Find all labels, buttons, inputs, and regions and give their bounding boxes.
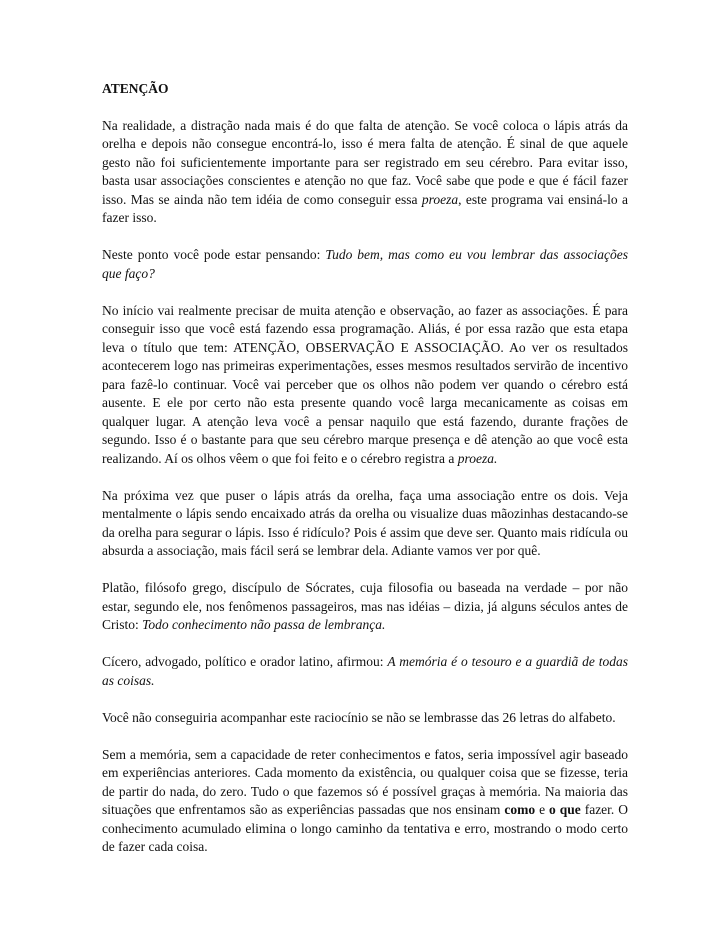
paragraph-text: fazer. O conhecimento acumulado elimina o longo caminho da tentativa e erro, mostrando o modo certo de fazer cada coisa. [102,802,628,854]
document-title: ATENÇÃO [102,81,169,96]
paragraph-plato [102,579,628,635]
paragraph-pencil-association: Na próxima vez que puser o lápis atrás da orelha, faça uma associação entre os dois. Veja mentalmente o lápis sendo encaixado atrás da orelha ou visualize duas mãozinhas destacando-se da orelha para segurar o lápis. Isso é ridículo? Pois é assim que deve ser. Quanto mais ridícula ou absurda a associação, mais fácil será se lembrar dela. Adiante vamos ver por quê. [102,487,628,558]
bold-term: o que [549,802,581,817]
paragraph-text: No início vai realmente precisar de muita atenção e observação, ao fazer as associações. É para conseguir isso que você está fazendo essa programação. Aliás, é por essa razão que esta etapa leva o título que tem: ATENÇÃO, OBSERVAÇÃO E ASSOCIAÇÃO. Ao ver os resultados acontecerem logo nas primeiras experimentações, esses mesmos resultados servirão de incentivo para fazê-lo continuar. Você vai perceber que os olhos não podem ver quando o cérebro está ausente. E ele por certo não esta presente quando você larga mecanicamente as coisas em qualquer lugar. A atenção leva você a pensar naquilo que está fazendo, durante frações de segundo. Isso é o bastante para que seu cérebro marque presença e dê atenção ao que você esta realizando. Aí os olhos vêem o que foi feito e o cérebro registra a [102,302,628,466]
paragraph-memory [102,746,628,857]
paragraph-distraction [102,117,628,228]
paragraph-attention-observation [102,302,628,469]
paragraph-text: Na realidade, a distração nada mais é do que falta de atenção. Se você coloca o lápis atrás da orelha e depois não consegue encontrá-lo, isso é mera falta de atenção. É sinal de que aquele gesto não foi suficientemente importante para ser registrado em seu cérebro. Para evitar isso, basta usar associações conscientes e atenção no que faz. Você sabe que pode e que é fácil fazer isso. Mas se ainda não tem idéia de como conseguir essa [102,117,628,207]
paragraph-thinking [102,246,628,283]
bold-term: como [504,802,536,817]
italic-term: proeza. [457,450,498,466]
italic-term: proeza [421,191,459,207]
paragraph-text: Cícero, advogado, político e orador latino, afirmou: [102,654,388,669]
paragraph-text: Platão, filósofo grego, discípulo de Sócrates, cuja filosofia ou baseada na verdade – por não estar, segundo ele, nos fenômenos passageiros, mas nas idéias – dizia, já alguns séculos antes de Cristo: [102,580,628,632]
paragraph-text: Neste ponto você pode estar pensando: [102,247,326,262]
document-page [102,80,628,875]
paragraph-text: e [535,802,550,817]
paragraph-alphabet: Você não conseguiria acompanhar este raciocínio se não se lembrasse das 26 letras do alfabeto. [102,709,616,725]
paragraph-cicero [102,653,628,690]
italic-quote: A memória é o tesouro e a guardiã de todas as coisas. [102,654,628,688]
paragraph-text: , este programa vai ensiná-lo a fazer isso. [102,191,628,225]
paragraph-text: Sem a memória, sem a capacidade de reter conhecimentos e fatos, seria impossível agir baseado em experiências anteriores. Cada momento da existência, ou qualquer coisa que se fizesse, teria de partir do nada, do zero. Tudo o que fazemos só é possível graças à memória. Na maioria das situações que enfrentamos são as experiências passadas que nos ensinam [102,746,628,817]
italic-quote: Todo conhecimento não passa de lembrança. [142,617,386,632]
italic-quote: Tudo bem, mas como eu vou lembrar das associações que faço? [102,247,628,281]
